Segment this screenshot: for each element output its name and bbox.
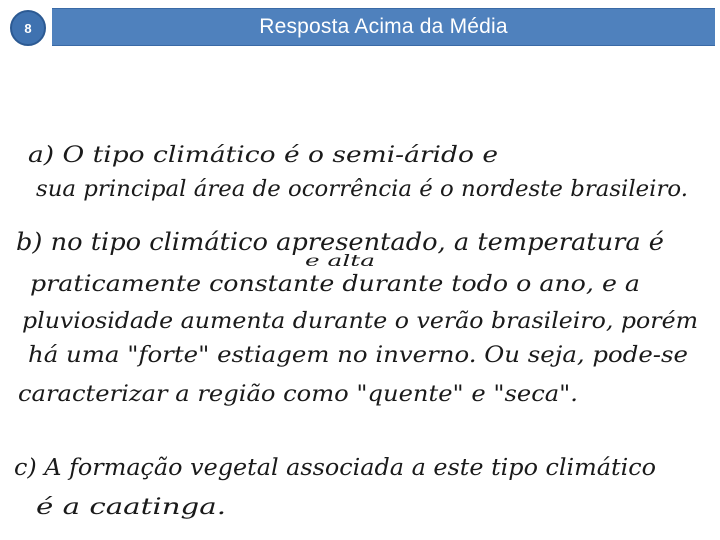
- answer-line-c1: c) A formação vegetal associada a este tipo climático: [14, 455, 656, 481]
- slide-number: 8: [24, 20, 32, 36]
- answer-line-b4: há uma "forte" estiagem no inverno. Ou seja, pode-se: [28, 343, 688, 368]
- answer-line-b1: b) no tipo climático apresentado, a temperatura é: [16, 228, 664, 256]
- answer-insertion-e-alta: e alta: [305, 251, 375, 270]
- slide-title: Resposta Acima da Média: [259, 15, 508, 38]
- answer-line-b2: praticamente constante durante todo o ano, e a: [30, 272, 640, 297]
- answer-line-c2: é a caatinga.: [36, 495, 226, 520]
- answer-line-a2: sua principal área de ocorrência é o nordeste brasileiro.: [36, 177, 688, 202]
- answer-line-a1: a) O tipo climático é o semi-árido e: [28, 143, 498, 168]
- answer-line-b3: pluviosidade aumenta durante o verão brasileiro, porém: [22, 309, 698, 334]
- answer-line-b5: caracterizar a região como "quente" e "seca".: [18, 382, 578, 407]
